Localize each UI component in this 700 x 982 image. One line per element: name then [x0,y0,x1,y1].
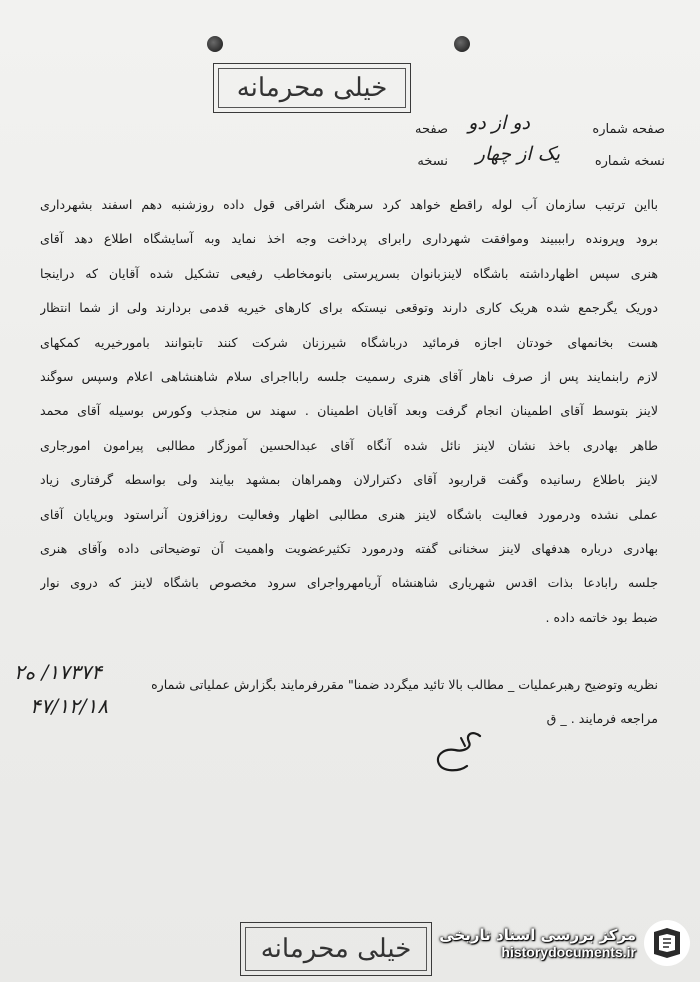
top-classification-stamp: خیلی محرمانه [213,63,411,113]
body-line: هست بخانمهای خودتان اجازه فرمائید درباشگاه شیرزنان شرکت کنند تابتوانند بامورخیریه کمکهای [40,334,658,350]
punch-hole-right [454,36,470,52]
page-number-suffix: صفحه [415,122,448,137]
body-line: هنری سپس اظهارداشته باشگاه لاینزبانوان بسرپرستی بانومخاطب رفیعی تشکیل شده آقایان که دراینجا [40,265,658,281]
archive-logo-icon [644,920,690,966]
body-line: جلسه رابادعا بذات اقدس شهریاری شاهنشاه آریامهرواجرای سرود مخصوص باشگاه لاینز که دروی نوار [40,575,658,591]
body-line: برود وپرونده رابببیند وموافقت شهرداری رابرای پرداخت وجه اخذ نماید وبه آسایشگاه اطلاع دهد آقای [40,231,658,247]
body-line: لازم رابنمایند پس از صرف ناهار آقای هنری رسمیت جلسه رابااجرای سلام شاهنشاهی اعلام وسپس سوگند [40,368,658,384]
signature [425,726,495,776]
body-line: لاینز بتوسط آقای اطمینان انجام گرفت وبعد آقایان اطمینان . سهند س منجذب وکورس بوسیله آقای محمد [40,403,658,419]
bottom-classification-stamp: خیلی محرمانه [240,922,432,976]
copy-number-handwritten: یک از چهار [475,143,560,165]
report-date: ۴۷/۱۲/۱۸ [30,694,108,718]
page-number-handwritten: دو از دو [468,112,530,134]
body-line: دوریک یگرجمع شده هریک کاری دارند وتوقعی نیستکه برای کارهای خیریه قدمی بردارند ولی از شما انتظار [40,300,658,316]
report-body [40,188,658,635]
archive-watermark [420,916,690,970]
punch-hole-left [207,36,223,52]
copy-number-label: نسخه شماره [594,154,665,169]
archive-website: historydocuments.ir [501,944,636,960]
copy-number-suffix: نسخه [417,154,448,169]
body-line: بااین ترتیب سازمان آب لوله راقطع خواهد کرد سرهنگ اشراقی قول داده روزشنبه دهم اسفند بشهرداری [40,197,658,212]
commander-remark-line: نظریه وتوضیح رهبرعملیات _ مطالب بالا تائید میگردد ضمنا" مقررفرمایند بگزارش عملیاتی شماره [151,677,658,692]
body-line: بهادری درباره هدفهای لاینز سخنانی گفته ودرمورد تکثیرعضویت واهمیت آن توضیحاتی داده وآقای هنری [40,540,658,556]
refer-instruction-line: مراجعه فرمایند . _ ق [546,711,658,726]
body-line: لاینز باطلاع رسانیده وگفت قراربود آقای دکترارلان وهمراهان بمشهد بیایند ولی بواسطه گرفتاری زیاد [40,472,658,488]
page-number-label: صفحه شماره [592,122,665,137]
body-line-closing: ضبط بود خاتمه داده . [545,609,658,625]
archive-org-name: مرکز بررسی اسناد تاریخی [439,926,636,944]
report-reference-number: ۱۷۳۷۴/ ه۲ [14,660,103,684]
signature-scribble-icon [425,726,495,776]
body-line: طاهر بهادری باخذ نشان لاینز نائل شده آنگاه آقای عبدالحسین آموزگار مطالبی پیرامون امورجاری [40,437,658,453]
body-line: عملی نشده ودرمورد فعالیت باشگاه لاینز هنری مطالبی اظهار وفعالیت روزافزون آنراستود وبرپایان آقای [40,506,658,522]
